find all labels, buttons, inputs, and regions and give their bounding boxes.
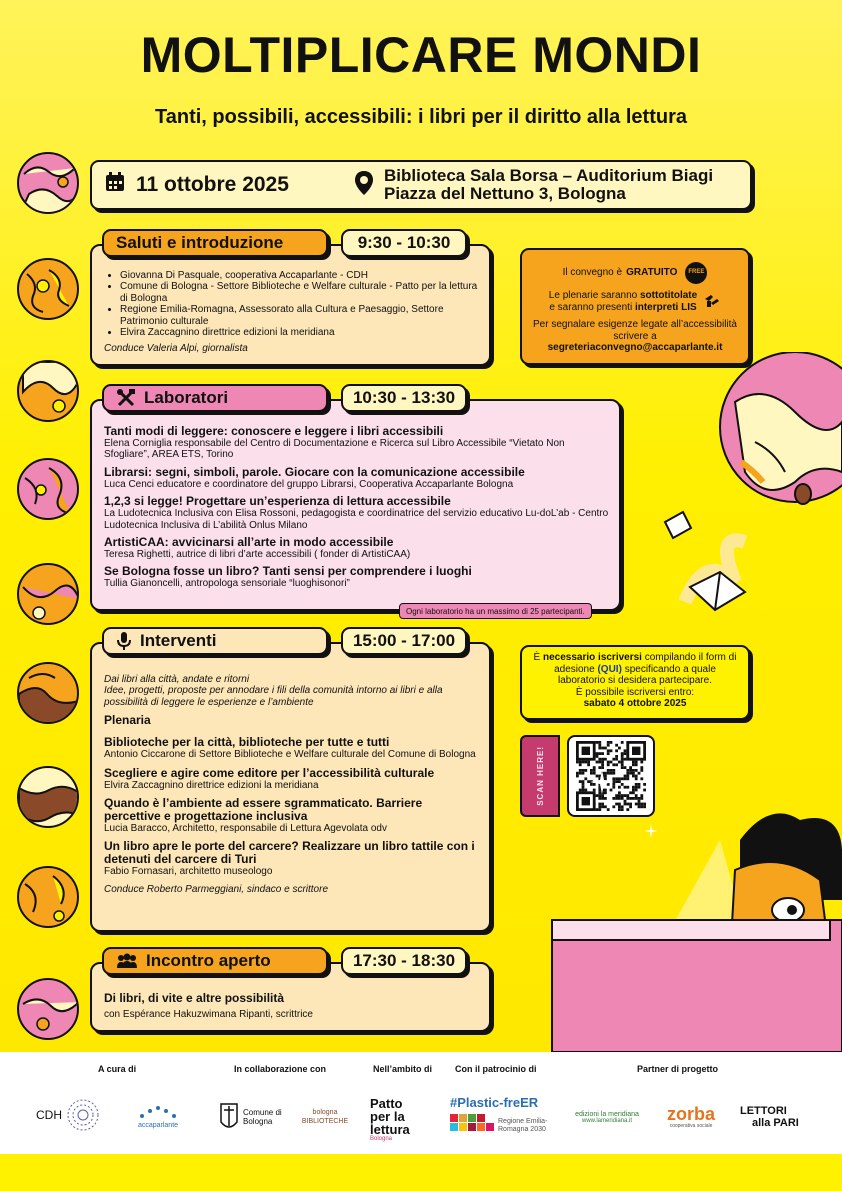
- plenaria-heading: Plenaria: [104, 713, 151, 728]
- lab-title: Librarsi: segni, simboli, parole. Giocare con la comunicazione accessibile: [104, 464, 525, 479]
- incontro-desc: con Espérance Hakuzwimana Ripanti, scrittrice: [104, 1009, 313, 1020]
- globe-decoration: [17, 866, 79, 928]
- lab-desc: Luca Cenci educatore e coordinatore del gruppo Librarsi, Cooperativa Accaparlante Bologna: [104, 478, 514, 490]
- lab-title: 1,2,3 si legge! Progettare un’esperienza di lettura accessibile: [104, 494, 451, 509]
- saluti-panel: [90, 244, 491, 366]
- bologna-biblioteche-logo: bologna BIBLIOTECHE: [301, 1109, 349, 1125]
- accessibility-text: Per segnalare esigenze legate all’accessibilità scrivere a: [532, 319, 737, 342]
- globe-decoration: [17, 360, 79, 422]
- list-item: • Comune di Bologna - Settore Biblioteche e Welfare culturale - Patto per la lettura di Bologna: [120, 281, 479, 304]
- event-date: [92, 171, 354, 199]
- sign-language-icon: [703, 291, 721, 313]
- talk-title: Un libro apre le porte del carcere? Realizzare un libro tattile con i detenuti del carcere di Turi: [104, 839, 475, 867]
- footer-label: Nell’ambito di: [373, 1064, 433, 1074]
- lab-title: ArtistiCAA: avvicinarsi all’arte in modo accessibile: [104, 535, 394, 550]
- interventi-time: 15:00 - 17:00: [341, 627, 467, 655]
- talk-title: Scegliere e agire come editore per l’accessibilità culturale: [104, 765, 435, 780]
- interventi-moderator: Conduce Roberto Parmeggiani, sindaco e scrittore: [104, 883, 329, 895]
- reading-character-illustration: [540, 760, 842, 1052]
- lab-desc: La Ludotecnica Inclusiva con Elisa Rossoni, pedagogista e coordinatrice del servizio educativo Lu-doL’ab - Centro Ludotecnica Inclusiva di L’abilità Onlus Milano: [104, 508, 609, 531]
- event-venue: [354, 167, 713, 203]
- flying-books-illustration: [645, 352, 842, 622]
- registration-link[interactable]: (QUI): [597, 663, 622, 675]
- laboratori-time: 10:30 - 13:30: [341, 384, 467, 412]
- globe-decoration: [17, 458, 79, 520]
- talk-desc: Elvira Zaccagnino direttrice edizioni la meridiana: [104, 779, 319, 791]
- info-sidebox: Il convegno è GRATUITO FREE Le plenarie saranno sottotitolate e saranno presenti interpreti LIS Per segnalare esigenze legate all’accessibilità scrivere a segreteriaconvegno@accaparlante.it: [520, 248, 750, 365]
- globe-decoration: [17, 662, 79, 724]
- accaparlante-logo: accaparlante: [130, 1096, 186, 1134]
- globe-decoration: [17, 978, 79, 1040]
- microphone-icon: [116, 631, 132, 651]
- saluti-time: 9:30 - 10:30: [341, 229, 467, 257]
- scan-label: SCAN HERE!: [535, 746, 545, 806]
- page-title: MOLTIPLICARE MONDI: [140, 27, 702, 83]
- page-subtitle: Tanti, possibili, accessibili: i libri per il diritto alla lettura: [155, 106, 687, 128]
- incontro-time: 17:30 - 18:30: [341, 947, 467, 975]
- saluti-list: [104, 270, 479, 338]
- interventi-intro-2: Idee, progetti, proposte per annodare i fili della comunità intorno ai libri e alla possibilità di leggere le esperienze e l’ambiente: [104, 685, 443, 708]
- laboratori-panel: [90, 399, 621, 611]
- globe-decoration: [17, 258, 79, 320]
- contact-email[interactable]: segreteriaconvegno@accaparlante.it: [547, 342, 723, 353]
- incontro-label: Incontro aperto: [102, 947, 328, 975]
- laboratori-label: Laboratori: [102, 384, 328, 412]
- talk-desc: Antonio Ciccarone di Settore Biblioteche e Welfare culturale del Comune di Bologna: [104, 749, 476, 761]
- comune-bologna-logo: Comune di Bologna: [216, 1100, 290, 1134]
- registration-deadline: sabato 4 ottobre 2025: [583, 698, 687, 709]
- list-item: • Elvira Zaccagnino direttrice edizioni la meridiana: [120, 327, 479, 338]
- lab-desc: Tullia Gianoncelli, antropologa sensoriale “luoghisonori”: [104, 578, 350, 590]
- talk-title: Biblioteche per la città, biblioteche per tutte e tutti: [104, 735, 390, 750]
- saluti-moderator: Conduce Valeria Alpi, giornalista: [104, 343, 248, 355]
- lab-title: Tanti modi di leggere: conoscere e leggere i libri accessibili: [104, 424, 444, 438]
- free-badge-icon: FREE: [685, 262, 707, 284]
- footer-label: In collaborazione con: [234, 1064, 327, 1074]
- venue-line-2: Piazza del Nettuno 3, Bologna: [384, 184, 626, 203]
- incontro-title: Di libri, di vite e altre possibilità: [104, 991, 285, 1005]
- list-item: • Regione Emilia-Romagna, Assessorato alla Cultura e Paesaggio, Settore Patrimonio culturale: [120, 304, 479, 327]
- footer-label: A cura di: [98, 1064, 137, 1074]
- calendar-icon: [104, 171, 126, 199]
- interventi-label: Interventi: [102, 627, 328, 655]
- saluti-label: Saluti e introduzione: [102, 229, 328, 257]
- event-date-text: 11 ottobre 2025: [136, 173, 289, 196]
- globe-decoration: [17, 766, 79, 828]
- footer-label: Partner di progetto: [637, 1064, 719, 1074]
- event-info-bar: [90, 160, 752, 210]
- registration-sidebox: È necessario iscriversi compilando il form di adesione (QUI) specificando a quale laboratorio si desidera partecipare. È possibile iscriversi entro: sabato 4 ottobre 2025: [520, 645, 750, 720]
- bottom-strip: [0, 1154, 842, 1191]
- cdh-logo: CDH: [36, 1096, 100, 1134]
- talk-desc: Fabio Fornasari, architetto museologo: [104, 866, 273, 878]
- interventi-intro-1: Dai libri alla città, andate e ritorni: [104, 674, 250, 685]
- list-item: • Giovanna Di Pasquale, cooperativa Accaparlante - CDH: [120, 270, 479, 281]
- people-icon: [116, 953, 138, 969]
- talk-title: Quando è l’ambiente ad essere sgrammaticato. Barriere percettive e progettazione inclusiva: [104, 796, 423, 824]
- lab-capacity-note: Ogni laboratorio ha un massimo di 25 partecipanti.: [399, 603, 592, 619]
- globe-decoration: [17, 152, 79, 214]
- venue-line-1: Biblioteca Sala Borsa – Auditorium Biagi: [384, 166, 714, 185]
- location-pin-icon: [354, 170, 374, 200]
- footer-label: Con il patrocinio di: [455, 1064, 537, 1074]
- talk-desc: Lucia Baracco, Architetto, responsabile di Lettura Agevolata odv: [104, 823, 387, 835]
- lab-desc: Teresa Righetti, autrice di libri d’arte accessibili ( fonder di ArtistiCAA): [104, 549, 411, 561]
- meridiana-logo: edizioni la meridiana www.lameridiana.it: [575, 1110, 639, 1124]
- lettori-alla-pari-logo: LETTORI alla PARI: [740, 1105, 799, 1129]
- globe-decoration: [17, 563, 79, 625]
- free-word: GRATUITO: [626, 267, 678, 279]
- patto-lettura-logo: Patto per la lettura Bologna: [370, 1095, 410, 1142]
- lab-desc: Elena Corniglia responsabile del Centro di Documentazione e Ricerca sul Libro Accessibile “Vietato Non Sfogliare”, AREA ETS, Torino: [104, 438, 565, 461]
- plastic-free-logo: #Plastic-freER Regione Emilia-Romagna 2030: [450, 1094, 548, 1133]
- tools-icon: [116, 388, 136, 408]
- zorba-logo: zorba cooperativa sociale: [666, 1104, 715, 1129]
- footer: [0, 1052, 842, 1154]
- lab-title: Se Bologna fosse un libro? Tanti sensi per comprendere i luoghi: [104, 564, 472, 579]
- interventi-panel: [90, 642, 491, 932]
